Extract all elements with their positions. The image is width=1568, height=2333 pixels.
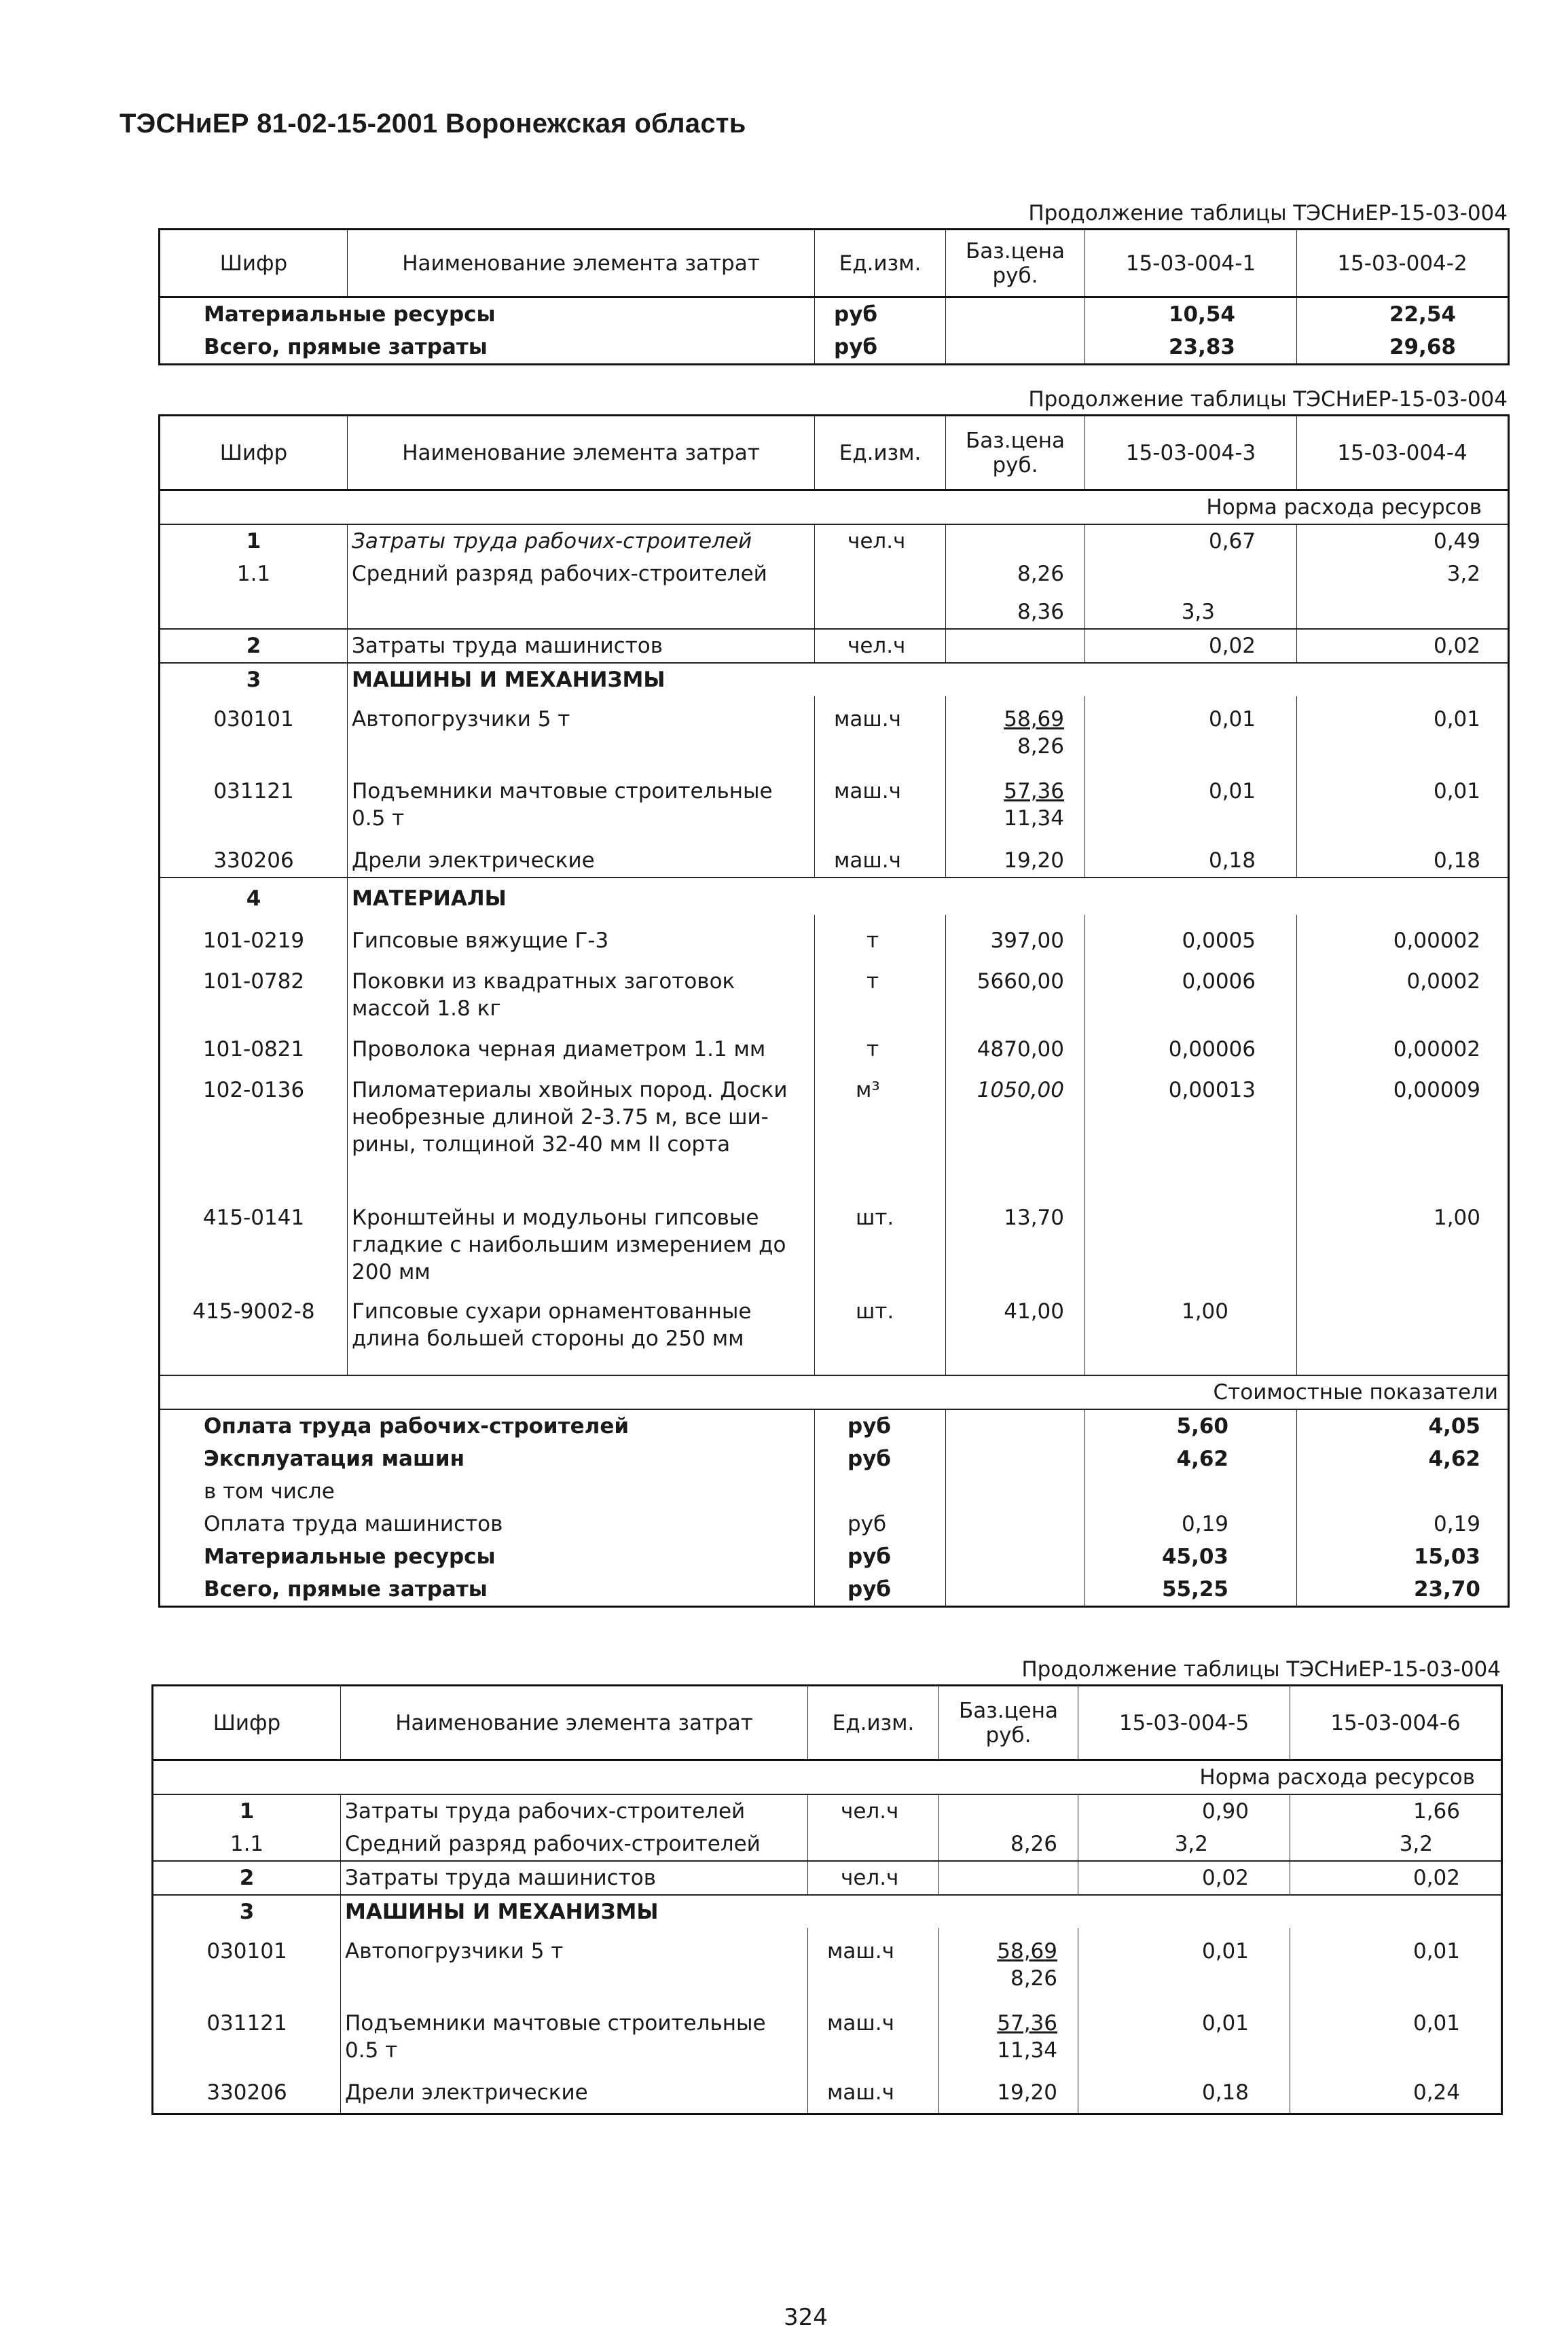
table-row: 101-0219 Гипсовые вяжущие Г-3 т 397,00 0,0005 0,00002 [160, 915, 1509, 957]
header-price: Баз.цена руб. [946, 230, 1085, 297]
norm-band: Норма расхода ресурсов [160, 490, 1509, 525]
table3 [151, 1684, 1503, 2115]
header-code: Шифр [153, 1686, 341, 1760]
table-row: 2 Затраты труда машинистов чел.ч 0,02 0,02 [160, 629, 1509, 663]
table-row: 030101 Автопогрузчики 5 т маш.ч 58,69 8,26 0,01 0,01 [160, 696, 1509, 763]
document-title: ТЭСНиЕР 81-02-15-2001 Воронежская область [120, 109, 746, 139]
table-row: 415-0141 Кронштейны и модульоны гипсовые гладкие с наибольшим измерением до 200 мм шт. 13,70 1,00 [160, 1201, 1509, 1288]
header-price: Баз.цена руб. [946, 416, 1085, 490]
table2-header [160, 416, 1509, 490]
header-code: Шифр [160, 230, 348, 297]
table-row: 2 Затраты труда машинистов чел.ч 0,02 0,02 [153, 1861, 1502, 1895]
table-row: 415-9002-8 Гипсовые сухари орнаментованные длина большей стороны до 250 мм шт. 41,00 1,00 [160, 1288, 1509, 1375]
table2 [158, 414, 1510, 1608]
cost-row: Эксплуатация машин руб 4,62 4,62 [160, 1443, 1509, 1475]
table-row: 031121 Подъемники мачтовые строительные 0.5 т маш.ч 57,36 11,34 0,01 0,01 [153, 1995, 1502, 2067]
header-col2: 15-03-004-6 [1290, 1686, 1502, 1760]
cost-band: Стоимостные показатели [160, 1375, 1509, 1409]
table1-header [160, 230, 1509, 297]
header-unit: Ед.изм. [815, 416, 946, 490]
page-number: 324 [784, 2304, 828, 2331]
cost-row: Оплата труда машинистов руб 0,19 0,19 [160, 1508, 1509, 1540]
table2-caption: Продолжение таблицы ТЭСНиЕР-15-03-004 [1028, 387, 1508, 412]
header-name: Наименование элемента затрат [348, 230, 815, 297]
table3-header [153, 1686, 1502, 1760]
table-row: 1 Затраты труда рабочих-строителей чел.ч 0,90 1,66 [153, 1794, 1502, 1828]
cost-row: Оплата труда рабочих-строителей руб 5,60 4,05 [160, 1409, 1509, 1443]
table-row: Всего, прямые затраты руб 23,83 29,68 [160, 331, 1509, 365]
table-row: 031121 Подъемники мачтовые строительные 0.5 т маш.ч 57,36 11,34 0,01 0,01 [160, 763, 1509, 835]
section-row: 3 МАШИНЫ И МЕХАНИЗМЫ [160, 663, 1509, 696]
table-row: Материальные ресурсы руб 10,54 22,54 [160, 297, 1509, 331]
table1 [158, 228, 1510, 365]
table-row: 330206 Дрели электрические маш.ч 19,20 0,18 0,24 [153, 2067, 1502, 2114]
table-row: 1.1 Средний разряд рабочих-строителей 8,26 3,2 3,2 [153, 1828, 1502, 1861]
section-row: 4 МАТЕРИАЛЫ [160, 878, 1509, 915]
cost-row: в том числе [160, 1475, 1509, 1508]
table-row: 101-0782 Поковки из квадратных заготовок массой 1.8 кг т 5660,00 0,0006 0,0002 [160, 957, 1509, 1025]
table-row: 102-0136 Пиломатериалы хвойных пород. Доски необрезные длиной 2-3.75 м, все ши- рины, толщиной 32-40 мм II сорта м³ 1050,00 0,00013 0,00009 [160, 1066, 1509, 1201]
header-unit: Ед.изм. [808, 1686, 939, 1760]
cost-row: Всего, прямые затраты руб 55,25 23,70 [160, 1573, 1509, 1607]
header-col2: 15-03-004-4 [1297, 416, 1509, 490]
header-col1: 15-03-004-3 [1085, 416, 1297, 490]
section-row: 3 МАШИНЫ И МЕХАНИЗМЫ [153, 1895, 1502, 1928]
header-code: Шифр [160, 416, 348, 490]
table-row: 030101 Автопогрузчики 5 т маш.ч 58,69 8,26 0,01 0,01 [153, 1928, 1502, 1995]
table1-caption: Продолжение таблицы ТЭСНиЕР-15-03-004 [1028, 201, 1508, 225]
header-col1: 15-03-004-1 [1085, 230, 1297, 297]
norm-band: Норма расхода ресурсов [153, 1760, 1502, 1795]
table-row: 330206 Дрели электрические маш.ч 19,20 0,18 0,18 [160, 835, 1509, 878]
table3-caption: Продолжение таблицы ТЭСНиЕР-15-03-004 [1021, 1657, 1501, 1682]
table-row: 1.1 Средний разряд рабочих-строителей 8,26 8,36 3,3 3,2 [160, 558, 1509, 629]
cost-row: Материальные ресурсы руб 45,03 15,03 [160, 1540, 1509, 1573]
header-price: Баз.цена руб. [939, 1686, 1078, 1760]
header-col2: 15-03-004-2 [1297, 230, 1509, 297]
table-row: 101-0821 Проволока черная диаметром 1.1 мм т 4870,00 0,00006 0,00002 [160, 1025, 1509, 1066]
header-name: Наименование элемента затрат [348, 416, 815, 490]
header-unit: Ед.изм. [815, 230, 946, 297]
table-row: 1 Затраты труда рабочих-строителей чел.ч 0,67 0,49 [160, 524, 1509, 558]
header-col1: 15-03-004-5 [1078, 1686, 1290, 1760]
header-name: Наименование элемента затрат [341, 1686, 808, 1760]
